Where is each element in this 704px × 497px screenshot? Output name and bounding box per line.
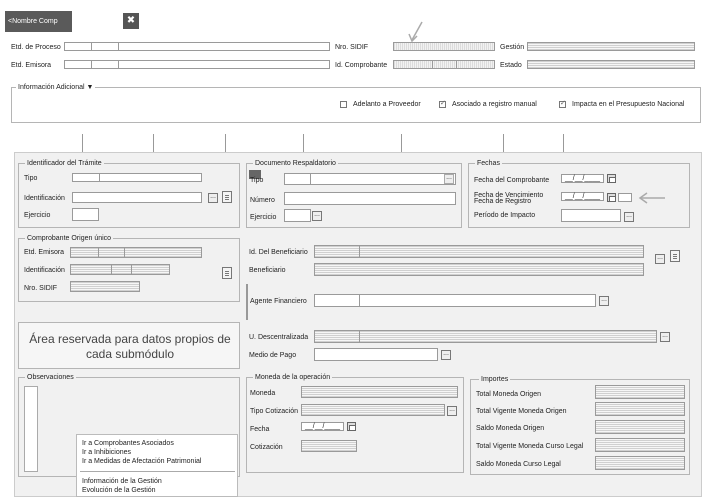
tipo-cotizacion-label: Tipo Cotización <box>250 408 298 415</box>
nro-sidif-field[interactable] <box>393 42 495 51</box>
etd-proceso-field[interactable] <box>64 42 330 51</box>
fecha-comprobante-label: Fecha del Comprobante <box>474 177 550 184</box>
observaciones-legend: Observaciones <box>27 374 74 381</box>
cotizacion-label: Cotización <box>250 444 283 451</box>
saldo-curso-field[interactable] <box>595 456 685 470</box>
id-comprobante-label: Id. Comprobante <box>335 62 388 69</box>
doc-numero-label: Número <box>250 197 275 204</box>
gestion-field[interactable] <box>527 42 695 51</box>
tramite-tipo-field[interactable] <box>72 173 202 182</box>
fecha-vencimiento-calendar-icon[interactable] <box>607 193 616 202</box>
reserved-area <box>18 322 240 369</box>
title-button[interactable] <box>5 11 72 32</box>
origen-nro-sidif-field[interactable] <box>70 281 140 292</box>
periodo-impacto-field[interactable] <box>561 209 621 222</box>
menu-item-comprobantes-asociados[interactable]: Ir a Comprobantes Asociados <box>82 440 174 447</box>
caret-down-icon: ▼ <box>86 84 94 91</box>
id-comprobante-field[interactable] <box>393 60 495 69</box>
asociado-checkbox[interactable] <box>439 101 446 108</box>
tipo-cotizacion-button[interactable]: ... <box>447 406 457 416</box>
close-icon[interactable]: ✖ <box>123 13 139 29</box>
beneficiario-label: Beneficiario <box>249 267 286 274</box>
etd-proceso-label: Etd. de Proceso <box>11 44 61 51</box>
fecha-registro-field[interactable] <box>618 193 632 202</box>
tramite-identificacion-field[interactable] <box>72 192 202 203</box>
fechas-legend: Fechas <box>477 160 500 167</box>
periodo-impacto-button[interactable]: ... <box>624 212 634 222</box>
id-beneficiario-field[interactable] <box>314 245 644 258</box>
doc-ejercicio-field[interactable] <box>284 209 311 222</box>
observaciones-textarea[interactable] <box>24 386 38 472</box>
origen-etd-emisora-label: Etd. Emisora <box>24 249 65 256</box>
asociado-label: Asociado a registro manual <box>452 101 537 108</box>
beneficiario-document-icon[interactable] <box>670 250 680 262</box>
agente-separator <box>246 284 248 320</box>
tramite-ejercicio-field[interactable] <box>72 208 99 221</box>
info-adicional-toggle[interactable] <box>16 83 95 92</box>
beneficiario-field[interactable] <box>314 263 644 276</box>
saldo-origen-field[interactable] <box>595 420 685 434</box>
tramite-ejercicio-label: Ejercicio <box>24 212 51 219</box>
u-descentralizada-button[interactable]: ... <box>660 332 670 342</box>
agente-financiero-label: Agente Financiero <box>250 298 307 305</box>
menu-item-medidas-afectacion[interactable]: Ir a Medidas de Afectación Patrimonial <box>82 458 202 465</box>
comprobante-origen-legend: Comprobante Origen único <box>27 235 112 242</box>
fecha-comprobante-field[interactable]: __/__/____ <box>561 174 604 183</box>
menu-item-inhibiciones[interactable]: Ir a Inhibiciones <box>82 449 132 456</box>
pointer-arrow-icon <box>405 20 425 44</box>
tab-1[interactable] <box>14 134 83 152</box>
tab-4[interactable] <box>225 134 304 152</box>
fecha-registro-label: Fecha de Registro <box>474 198 532 205</box>
tab-7[interactable] <box>503 134 564 152</box>
doc-ejercicio-button[interactable]: ... <box>312 211 322 221</box>
doc-tipo-label: Tipo <box>250 177 264 184</box>
total-vigente-origen-label: Total Vigente Moneda Origen <box>476 408 567 415</box>
tramite-search-button[interactable]: ... <box>208 193 218 203</box>
moneda-fecha-field[interactable]: __/__/____ <box>301 422 344 431</box>
doc-tipo-field[interactable] <box>284 173 456 185</box>
total-vigente-origen-field[interactable] <box>595 402 685 416</box>
tab-5[interactable] <box>303 134 402 152</box>
saldo-curso-label: Saldo Moneda Curso Legal <box>476 461 561 468</box>
doc-respaldatorio-legend: Documento Respaldatorio <box>255 160 336 167</box>
title-button-label: <Nombre Comp <box>8 18 58 25</box>
moneda-fecha-calendar-icon[interactable] <box>347 422 356 431</box>
medio-pago-field[interactable] <box>314 348 438 361</box>
adelanto-label: Adelanto a Proveedor <box>353 101 421 108</box>
saldo-origen-label: Saldo Moneda Origen <box>476 425 545 432</box>
tramite-tipo-label: Tipo <box>24 175 38 182</box>
doc-ejercicio-label: Ejercicio <box>250 214 277 221</box>
tramite-legend: Identificador del Trámite <box>27 160 102 167</box>
moneda-field[interactable] <box>301 386 458 398</box>
context-menu-divider <box>80 471 235 472</box>
u-descentralizada-field[interactable] <box>314 330 657 343</box>
medio-pago-button[interactable]: ... <box>441 350 451 360</box>
tramite-document-icon[interactable] <box>222 191 232 203</box>
doc-numero-field[interactable] <box>284 192 456 205</box>
estado-field[interactable] <box>527 60 695 69</box>
gestion-label: Gestión <box>500 44 525 51</box>
total-vigente-curso-field[interactable] <box>595 438 685 452</box>
fecha-vencimiento-label: Fecha de Vencimiento <box>474 192 544 199</box>
origen-identificacion-field[interactable] <box>70 264 170 275</box>
total-origen-field[interactable] <box>595 385 685 399</box>
tab-strip <box>14 134 702 153</box>
reserved-area-text: Área reservada para datos propios de cada submódulo <box>29 332 231 361</box>
pointer-arrow-icon-2 <box>638 191 666 205</box>
etd-emisora-label: Etd. Emisora <box>11 62 52 69</box>
tramite-identificacion-label: Identificación <box>24 195 65 202</box>
origen-etd-emisora-field[interactable] <box>70 247 202 258</box>
periodo-impacto-label: Período de Impacto <box>474 212 536 219</box>
tab-6[interactable] <box>401 134 504 152</box>
menu-item-evolucion-gestion[interactable]: Evolución de la Gestión <box>82 487 156 494</box>
impacta-label: Impacta en el Presupuesto Nacional <box>572 101 685 108</box>
impacta-checkbox[interactable] <box>559 101 566 108</box>
total-vigente-curso-label: Total Vigente Moneda Curso Legal <box>476 443 584 450</box>
agente-financiero-button[interactable]: ... <box>599 296 609 306</box>
nro-sidif-label: Nro. SIDIF <box>335 44 369 51</box>
beneficiario-search-button[interactable]: ... <box>655 254 665 264</box>
u-descentralizada-label: U. Descentralizada <box>249 334 309 341</box>
tab-2[interactable] <box>82 134 154 152</box>
total-origen-label: Total Moneda Origen <box>476 391 541 398</box>
cotizacion-field[interactable] <box>301 440 357 452</box>
origen-nro-sidif-label: Nro. SIDIF <box>24 285 58 292</box>
origen-identificacion-label: Identificación <box>24 267 65 274</box>
moneda-legend: Moneda de la operación <box>255 374 331 381</box>
medio-pago-label: Medio de Pago <box>249 352 297 359</box>
origen-document-icon[interactable] <box>222 267 232 279</box>
info-adicional-label: Información Adicional <box>18 84 85 91</box>
estado-label: Estado <box>500 62 522 69</box>
tab-3[interactable] <box>153 134 226 152</box>
moneda-fecha-label: Fecha <box>250 426 270 433</box>
doc-tipo-button[interactable]: ... <box>444 174 454 184</box>
etd-emisora-field[interactable] <box>64 60 330 69</box>
menu-item-informacion-gestion[interactable]: Información de la Gestión <box>82 478 162 485</box>
fecha-vencimiento-field[interactable]: __/__/____ <box>561 192 604 201</box>
fecha-comprobante-calendar-icon[interactable] <box>607 174 616 183</box>
importes-legend: Importes <box>481 376 509 383</box>
adelanto-checkbox[interactable] <box>340 101 347 108</box>
agente-financiero-field[interactable] <box>314 294 596 307</box>
moneda-label: Moneda <box>250 390 276 397</box>
id-beneficiario-label: Id. Del Beneficiario <box>249 249 308 256</box>
tipo-cotizacion-field[interactable] <box>301 404 445 416</box>
